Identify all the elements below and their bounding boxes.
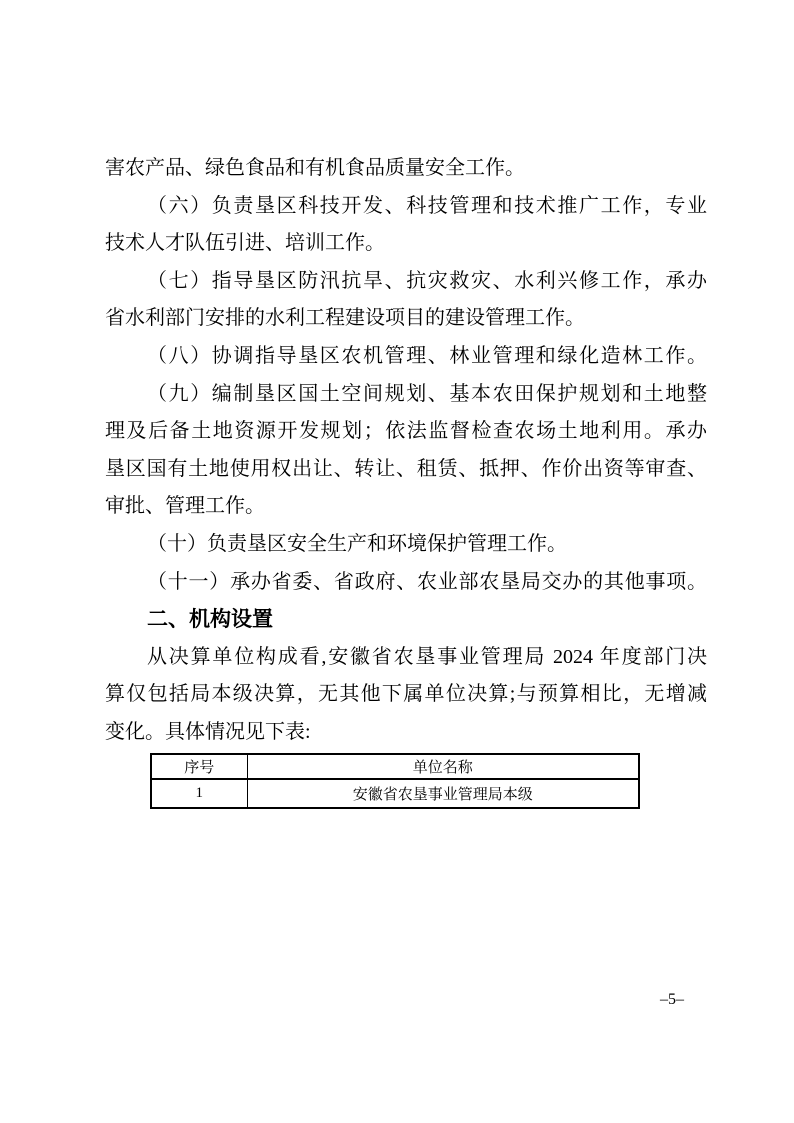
units-table bbox=[150, 753, 640, 809]
text-line: 垦区国有土地使用权出让、转让、租赁、抵押、作价出资等审查、 bbox=[105, 457, 707, 480]
text-line: （十一）承办省委、省政府、农业部农垦局交办的其他事项。 bbox=[147, 570, 707, 593]
table-row bbox=[151, 779, 639, 808]
table-cell-seq: 1 bbox=[151, 779, 247, 808]
table-header-seq: 序号 bbox=[151, 754, 247, 779]
text-line: 算仅包括局本级决算，无其他下属单位决算;与预算相比，无增减 bbox=[105, 683, 707, 706]
text-line: 理及后备土地资源开发规划；依法监督检查农场土地利用。承办 bbox=[105, 420, 707, 443]
text-line: （九）编制垦区国土空间规划、基本农田保护规划和土地整 bbox=[147, 382, 707, 405]
page-number: –5– bbox=[660, 991, 684, 1008]
text-line: （八）协调指导垦区农机管理、林业管理和绿化造林工作。 bbox=[147, 344, 707, 367]
section-heading: 二、机构设置 bbox=[147, 608, 273, 632]
text-line: 变化。具体情况见下表: bbox=[105, 720, 311, 743]
text-line: 审批、管理工作。 bbox=[105, 495, 265, 518]
table-header-row bbox=[151, 754, 639, 779]
text-line: （七）指导垦区防汛抗旱、抗灾救灾、水利兴修工作，承办 bbox=[147, 269, 707, 292]
text-line: （十）负责垦区安全生产和环境保护管理工作。 bbox=[147, 532, 567, 555]
text-line: 害农产品、绿色食品和有机食品质量安全工作。 bbox=[105, 157, 525, 179]
text-line: 从决算单位构成看,安徽省农垦事业管理局 2024 年度部门决 bbox=[147, 645, 707, 668]
text-line: 技术人才队伍引进、培训工作。 bbox=[105, 232, 385, 255]
body-text bbox=[105, 150, 707, 752]
table-cell-name: 安徽省农垦事业管理局本级 bbox=[247, 779, 639, 808]
text-line: （六）负责垦区科技开发、科技管理和技术推广工作，专业 bbox=[147, 194, 707, 217]
table-header-name: 单位名称 bbox=[247, 754, 639, 779]
text-line: 省水利部门安排的水利工程建设项目的建设管理工作。 bbox=[105, 307, 585, 330]
